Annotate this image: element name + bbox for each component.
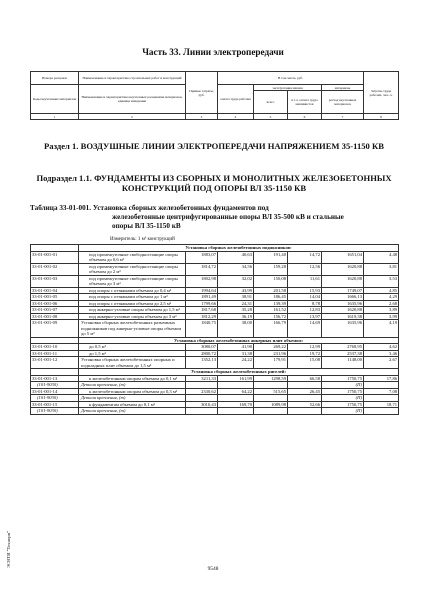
hdr-col7: расход неучтенных материалов xyxy=(322,91,364,114)
side-stamp xyxy=(6,508,14,568)
table-row: 33-01-001-08 под анкерно-угловые опоры объемом до 3 м³ 1812,29 36,19 156,72 13,97 1619,38 3,99 xyxy=(32,313,398,319)
hdr-col1-top: Номера расценок xyxy=(31,72,79,85)
hdr-col1-bottom: Коды неучтенных материалов xyxy=(31,85,79,114)
hdr-col2-bottom: Наименование и характеристика неучтенных расценками материалов, единица измерения xyxy=(79,85,186,114)
table-row: 33-01-001-02 под промежуточные свободностоящие опоры объемом до 2 м³ 1814,72 34,56 159,28 12,56 1620,88 3,81 xyxy=(32,263,398,274)
header-table xyxy=(30,71,399,120)
rates-table xyxy=(30,244,399,415)
table-row: 33-01-001-13 к железобетонным опорам объемом до 0,1 м³ 3211,33 161,99 1298,59 66,58 1750,75 17,86 xyxy=(32,375,398,381)
hdr-num: 3 xyxy=(186,114,218,120)
material-row: (101-9030) Детали крепления, (т) (П) xyxy=(31,382,399,389)
hdr-col6: в т.ч. оплата труда машинистов xyxy=(288,91,322,114)
hdr-col4: оплата труда рабочих xyxy=(218,85,254,114)
table-row: 33-01-001-03 под промежуточные свободностоящие опоры объемом до 3 м³ 1802,98 32,02 150,08 11,61 1620,88 3,53 xyxy=(32,275,398,286)
hdr-num: 6 xyxy=(288,114,322,120)
table-row: 33-01-001-14 к железобетонным опорам объемом до 0,3 м³ 2330,62 64,22 515,65 26,45 1750,75 7,08 xyxy=(32,388,398,394)
table-title-line: железобетонные центрифугированные опоры ВЛ 35-500 кВ и стальные xyxy=(112,213,344,221)
side-stamp-text: ЭСНТИ "Технорм" xyxy=(6,530,11,568)
table-title-line: опоры ВЛ 35-1150 кВ xyxy=(112,222,181,230)
hdr-num: 8 xyxy=(364,114,399,120)
table-row: 33-01-001-12 Установка сборных железобетонных опорных и подкладных плит объемом до 1,5 м³ 1352,13 24,22 179,91 15,08 1148,00 2,67 xyxy=(32,357,398,368)
group-heading: Установка сборных железобетонных ригелей: xyxy=(79,369,399,376)
hdr-incl: В том числе, руб. xyxy=(218,72,364,85)
hdr-num: 1 xyxy=(31,114,79,120)
hdr-col8: Затраты труда рабочих, чел.-ч. xyxy=(364,72,399,114)
table-row: 33-01-001-11 до 1,5 м³ 2800,72 31,38 231,96 19,72 2537,38 3,46 xyxy=(32,350,398,356)
measure-unit: Измеритель: 1 м³ конструкций xyxy=(110,237,175,242)
group-heading: Установка сборных железобетонных подножников: xyxy=(79,245,399,252)
table-row: 33-01-001-04 под опоры с оттяжками объемом до 0,4 м³ 1994,64 43,99 201,58 15,93 1749,07 4,85 xyxy=(32,287,398,293)
subsection-title: Подраздел 1.1. ФУНДАМЕНТЫ ИЗ СБОРНЫХ И МОНОЛИТНЫХ ЖЕЛЕЗОБЕТОННЫХ КОНСТРУКЦИЙ ПОД ОПОРЫ ВЛ 35-1150 КВ xyxy=(36,173,392,193)
material-row: (101-9030) Детали крепления, (т) (П) xyxy=(31,408,399,415)
table-row: 33-01-001-05 под опоры с оттяжками объемом до 1 м³ 1891,49 38,91 186,45 14,04 1666,13 4,29 xyxy=(32,294,398,299)
hdr-num: 4 xyxy=(218,114,254,120)
material-row: (101-9030) Детали крепления, (т) (П) xyxy=(31,395,399,402)
page-number: 9548 xyxy=(207,566,219,572)
table-row: 33-01-001-07 под анкерно-угловые опоры объемом до 1,5 м³ 1817,68 35,28 161,52 12,83 1620,88 3,89 xyxy=(32,307,398,312)
table-title-line: Таблица 33-01-001. Установка сборных железобетонных фундаментов под xyxy=(30,204,269,212)
table-row: 33-01-001-06 под опоры с оттяжками объемом до 2,5 м³ 1799,66 24,31 139,39 8,78 1635,96 2,68 xyxy=(32,300,398,306)
hdr-exploit: эксплуатация машин xyxy=(254,85,322,91)
hdr-col2-top: Наименование и характеристика строительных работ и конструкций xyxy=(79,72,186,85)
table-row: 33-01-001-09 Установка сборных железобетонных разъемных подножников под анкерно-угловые опоры объемом до 5 м³ 1840,75 38,00 166,79 14,69 1635,96 4,19 xyxy=(32,320,398,336)
part-title: Часть 33. Линии электропередачи xyxy=(142,47,284,57)
hdr-num: 7 xyxy=(322,114,364,120)
hdr-num: 2 xyxy=(79,114,186,120)
table-row: 33-01-001-15 к фундаментам объемом до 0,1 м³ 3010,43 169,70 1089,98 52,66 1750,75 18,71 xyxy=(32,401,398,407)
hdr-num: 5 xyxy=(254,114,288,120)
hdr-col3: Прямые затраты, руб. xyxy=(186,72,218,114)
section-title: Раздел 1. ВОЗДУШНЫЕ ЛИНИИ ЭЛЕКТРОПЕРЕДАЧИ НАПРЯЖЕНИЕМ 35-1150 КВ xyxy=(44,141,384,151)
table-row: 33-01-001-10 до 0,5 м³ 3080,07 41,90 269,22 12,99 2768,95 4,62 xyxy=(32,344,398,349)
hdr-col5: всего xyxy=(254,91,288,114)
table-row: 33-01-001-01 под промежуточные свободностоящие опоры объемом до 0,6 м³ 1883,07 40,63 191,40 14,72 1651,04 4,48 xyxy=(32,251,398,262)
group-heading: Установка сборных железобетонных анкерных плит объемом: xyxy=(79,337,399,344)
table-title xyxy=(30,204,400,231)
hdr-materials: материалы xyxy=(322,85,364,91)
